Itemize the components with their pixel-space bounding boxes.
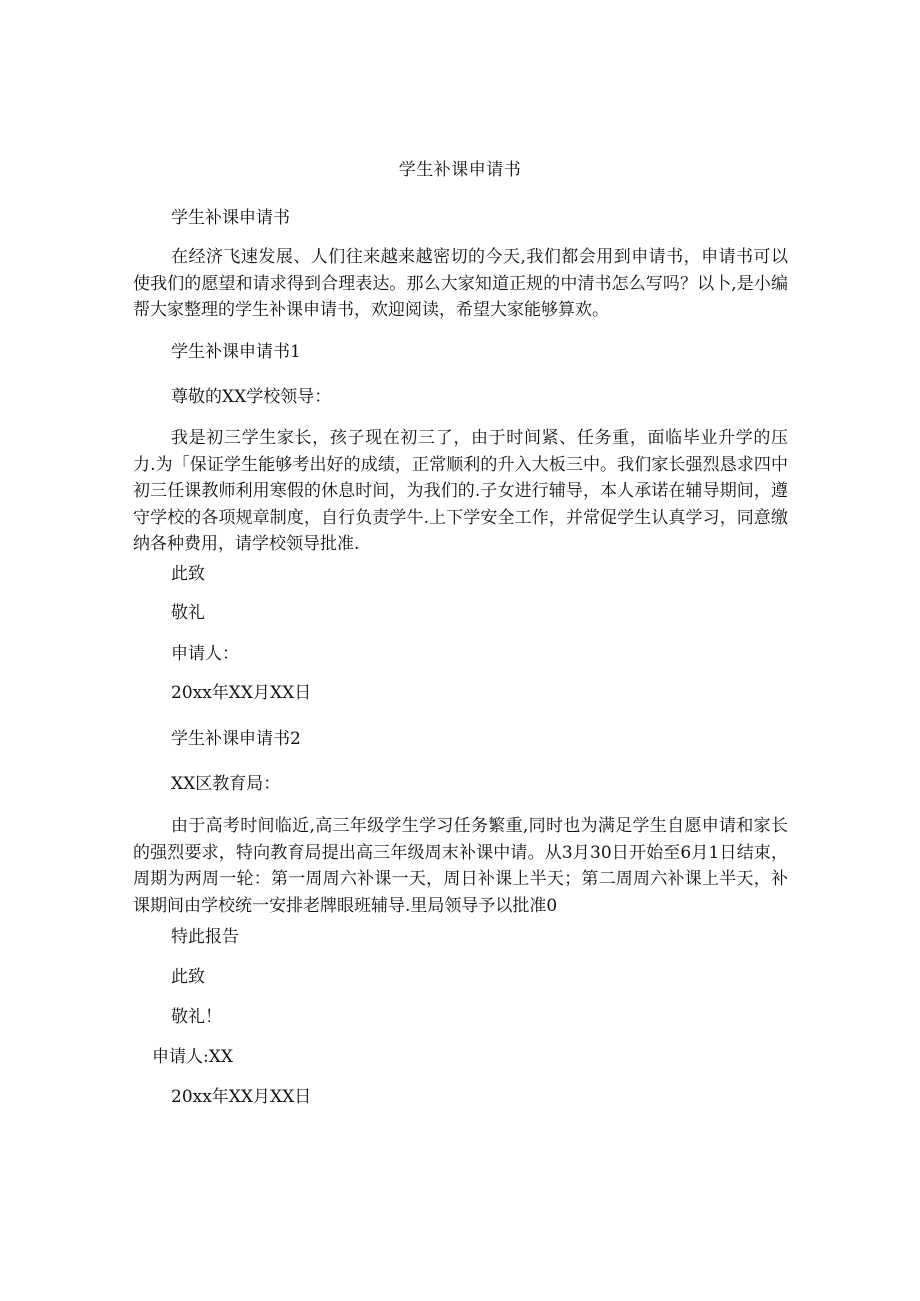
document-subtitle: 学生补课申请书 xyxy=(171,208,290,228)
letter2-heading: 学生补课申请书2 xyxy=(171,729,301,749)
letter1-salutation: 尊敬的XX学校领导： xyxy=(171,387,332,407)
letter2-applicant: 申请人:XX xyxy=(152,1047,233,1067)
letter1-date: 20xx年XX月XX日 xyxy=(171,683,312,703)
letter2-report: 特此报告 xyxy=(171,927,239,947)
letter1-closing-2: 敬礼 xyxy=(171,603,205,623)
letter1-body: 我是初三学生家长，孩子现在初三了，由于时间紧、任务重，面临毕业升学的压力.为「保证学生能够考出好的成绩，正常顺利的升入大板三中。我们家长强烈恳求四中初三任课教师利用寒假的休息时间，为我们的.子女进行辅导，本人承诺在辅导期间，遵守学校的各项规章制度，自行负责学牛.上下学安全工作，并常促学生认真学习，同意缴纳各种费用，请学校领导批准. xyxy=(133,428,788,554)
intro-paragraph: 在经济飞速发展、人们往来越来越密切的今天,我们都会用到申请书，申请书可以使我们的愿望和请求得到合理表达。那么大家知道正规的中清书怎么写吗？以卜,是小编帮大家整理的学生补课申请书，欢迎阅读，希望大家能够算欢。 xyxy=(133,247,788,320)
letter1-closing-1: 此致 xyxy=(171,564,205,584)
letter2-body: 由于高考时间临近,高三年级学生学习任务繁重,同时也为满足学生自愿申请和家长的强烈要求，特向教育局提出高三年级周末补课中请。从3月30日开始至6月1日结束，周期为两周一轮：第一周周六补课一天，周日补课上半天；第二周周六补课上半天，补课期间由学校统一安排老牌眼班辅导.里局领导予以批准0 xyxy=(133,816,788,916)
letter2-date: 20xx年XX月XX日 xyxy=(171,1087,312,1107)
letter2-closing-2: 敬礼！ xyxy=(171,1007,222,1027)
document-title: 学生补课申请书 xyxy=(398,160,522,180)
letter2-salutation: XX区教育局： xyxy=(171,774,281,794)
letter1-applicant: 申请人： xyxy=(171,644,239,664)
letter1-heading: 学生补课申请书1 xyxy=(171,342,301,362)
letter2-closing-1: 此致 xyxy=(171,967,205,987)
